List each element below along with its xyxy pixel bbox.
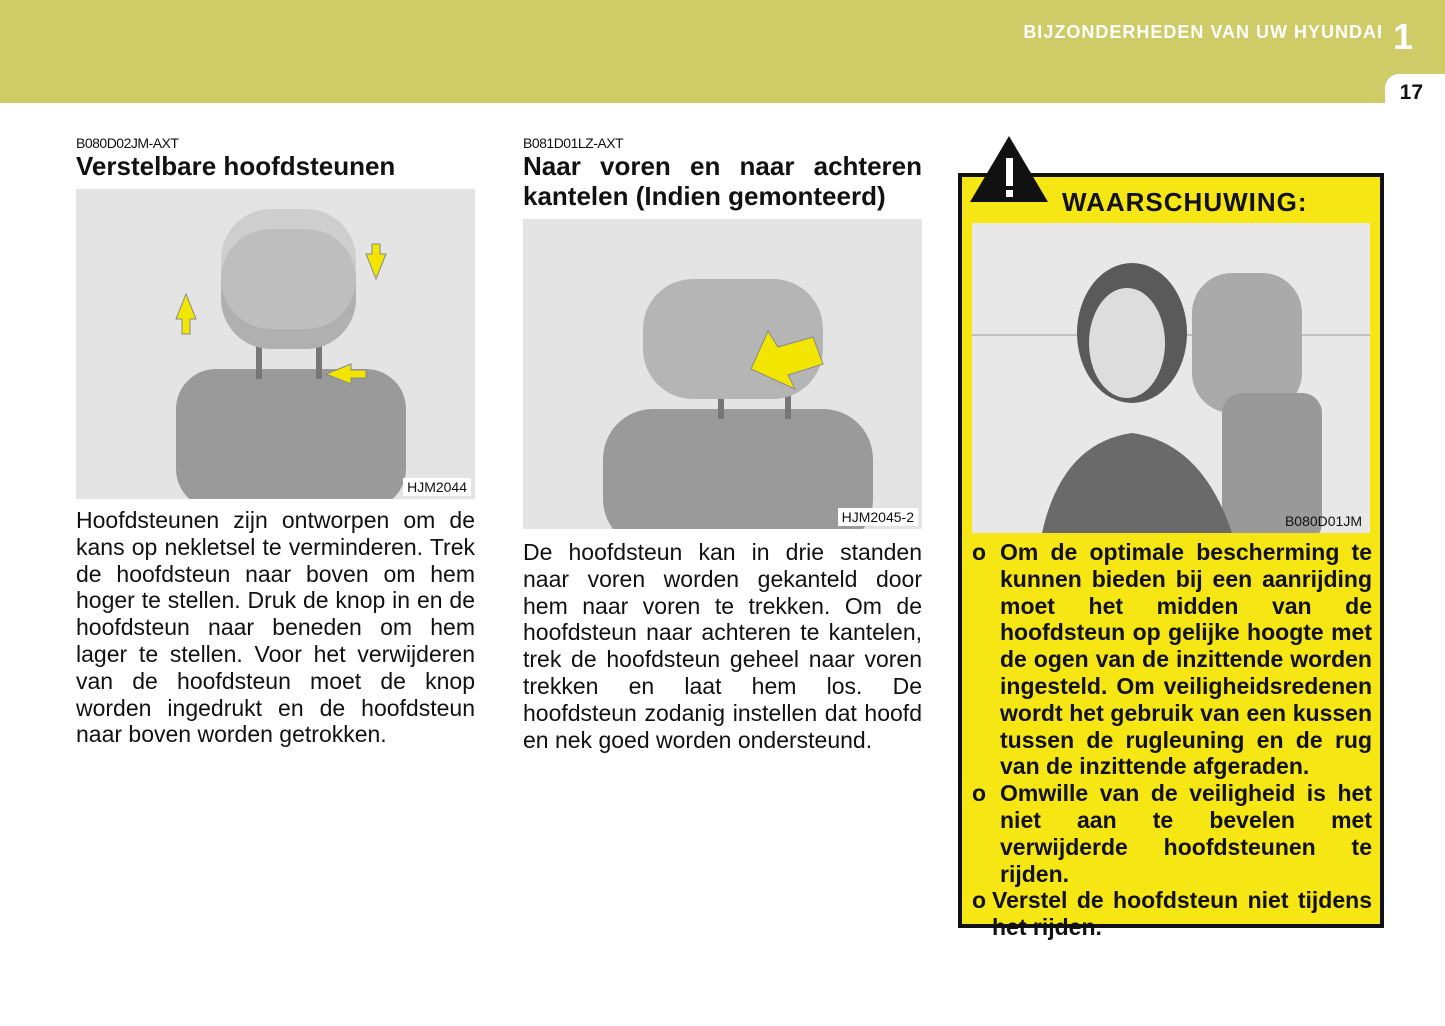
section-body: Hoofdsteunen zijn ontworpen om de kans op nekletsel te verminderen. Trek de hoofdsteun naar boven om hem hoger te stellen. Druk de knop in en de hoofdsteun naar beneden om hem lager te stellen. Voor het verwijderen van de hoofdsteun moet de knop worden ingedrukt en de hoofdsteun naar boven worden getrokken.	[76, 507, 475, 748]
section-middle	[523, 135, 922, 753]
section-code: B081D01LZ-AXT	[523, 135, 624, 151]
section-title: Verstelbare hoofdsteunen	[76, 151, 396, 181]
header-band	[0, 0, 1445, 103]
warning-figure	[972, 223, 1370, 533]
section-left	[76, 135, 475, 748]
section-title: Naar voren en naar achteren kantelen (Indien gemonteerd)	[523, 151, 922, 211]
warning-title: WAARSCHUWING:	[1062, 187, 1308, 217]
figure-label: HJM2044	[403, 478, 471, 496]
person-illustration	[972, 223, 1370, 533]
section-code: B080D02JM-AXT	[76, 135, 179, 151]
chapter-title: BIJZONDERHEDEN VAN UW HYUNDAI	[1023, 22, 1383, 42]
bullet: o	[972, 887, 987, 914]
warning-item: o Omwille van de veiligheid is het niet aan te bevelen met verwijderde hoofdsteunen te rijden.	[972, 780, 1372, 887]
warning-list	[972, 539, 1372, 941]
warning-item: o Om de optimale bescherming te kunnen bieden bij een aanrijding moet het midden van de hoofdsteun op gelijke hoogte met de ogen van de inzittende worden ingesteld. Om veiligheidsredenen wordt het gebruik van een kussen tussen de rugleuning en de rug van de inzittende afgeraden.	[972, 539, 1372, 780]
warning-box	[958, 173, 1384, 941]
figure-label: HJM2045-2	[838, 508, 918, 526]
bullet: o	[972, 780, 987, 807]
seat-illustration	[523, 219, 922, 529]
chapter-number: 1	[1392, 16, 1413, 57]
seat-illustration	[76, 189, 475, 499]
section-body: De hoofdsteun kan in drie standen naar voren worden gekanteld door hem naar voren te trekken. Om de hoofdsteun naar achteren te kantelen, trek de hoofdsteun geheel naar voren trekken en laat hem los. De hoofdsteun zodanig instellen dat hoofd en nek goed worden ondersteund.	[523, 539, 922, 753]
tilt-figure	[523, 219, 922, 529]
figure-label: B080D01JM	[1284, 513, 1362, 529]
headrest-figure	[76, 189, 475, 499]
bullet: o	[972, 539, 987, 565]
warning-item: o Verstel de hoofdsteun niet tijdens het rijden.	[972, 887, 1372, 941]
warning-triangle-icon	[970, 136, 1048, 204]
page-number: 17	[1399, 81, 1423, 104]
